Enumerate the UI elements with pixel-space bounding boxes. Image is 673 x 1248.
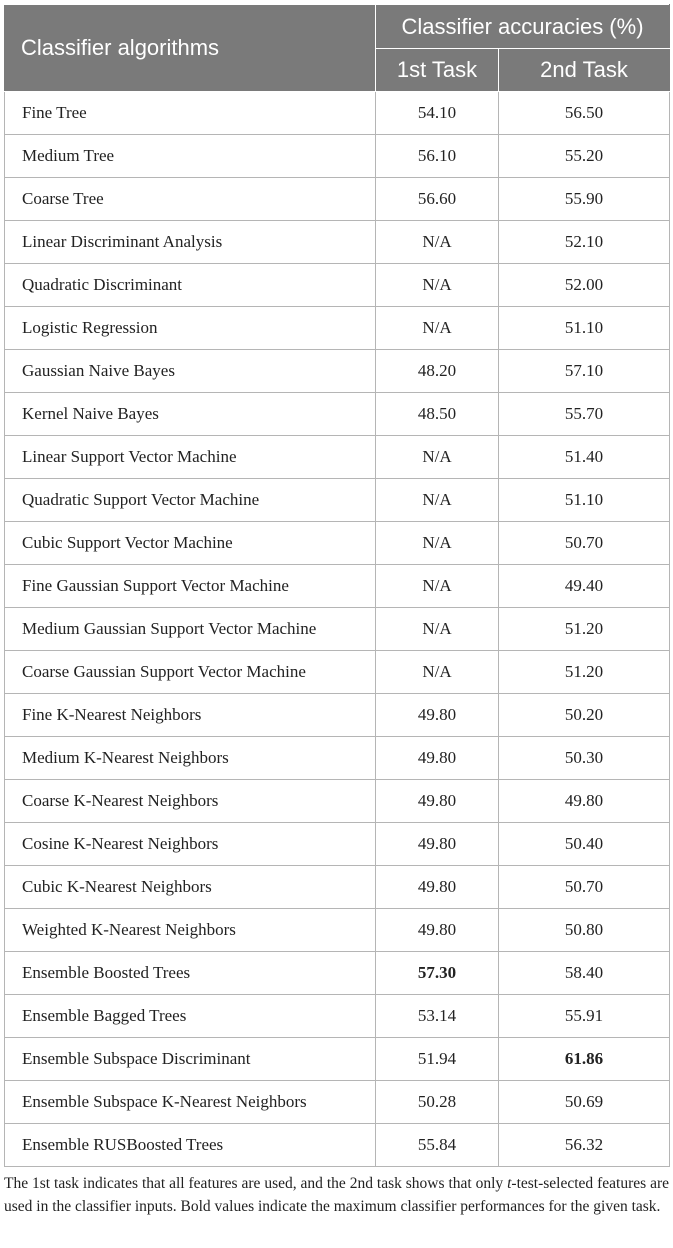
task1-accuracy-cell: N/A: [376, 522, 499, 565]
classifier-name-cell: Gaussian Naive Bayes: [5, 350, 376, 393]
task2-accuracy-cell: 50.80: [499, 909, 670, 952]
task1-accuracy-cell: 50.28: [376, 1081, 499, 1124]
task1-accuracy-cell: N/A: [376, 264, 499, 307]
task1-accuracy-cell: 56.60: [376, 178, 499, 221]
table-body: [5, 92, 670, 1167]
task2-accuracy-cell: 50.20: [499, 694, 670, 737]
classifier-name-cell: Quadratic Discriminant: [5, 264, 376, 307]
table-row: [5, 866, 670, 909]
classifier-name-cell: Weighted K-Nearest Neighbors: [5, 909, 376, 952]
classifier-accuracy-table: [4, 4, 670, 1167]
table-row: [5, 737, 670, 780]
header-task2: 2nd Task: [499, 49, 670, 92]
task2-accuracy-cell: 52.00: [499, 264, 670, 307]
task2-accuracy-cell: 49.80: [499, 780, 670, 823]
task2-accuracy-cell: 51.20: [499, 651, 670, 694]
classifier-name-cell: Coarse Gaussian Support Vector Machine: [5, 651, 376, 694]
task1-accuracy-cell: 51.94: [376, 1038, 499, 1081]
task2-accuracy-cell: 50.70: [499, 866, 670, 909]
table-row: [5, 178, 670, 221]
classifier-name-cell: Cubic Support Vector Machine: [5, 522, 376, 565]
task1-accuracy-cell: 49.80: [376, 694, 499, 737]
task1-accuracy-cell: N/A: [376, 307, 499, 350]
task2-accuracy-cell: 55.90: [499, 178, 670, 221]
classifier-name-cell: Ensemble Bagged Trees: [5, 995, 376, 1038]
task1-accuracy-cell: 49.80: [376, 909, 499, 952]
task2-accuracy-cell: 51.10: [499, 307, 670, 350]
task1-accuracy-cell: 56.10: [376, 135, 499, 178]
task1-accuracy-cell: N/A: [376, 436, 499, 479]
table-row: [5, 436, 670, 479]
task2-accuracy-cell: 50.30: [499, 737, 670, 780]
header-classifier-accuracies: Classifier accuracies (%): [376, 5, 670, 49]
task2-accuracy-cell: 51.10: [499, 479, 670, 522]
table-row: [5, 221, 670, 264]
classifier-name-cell: Quadratic Support Vector Machine: [5, 479, 376, 522]
classifier-name-cell: Medium K-Nearest Neighbors: [5, 737, 376, 780]
task1-accuracy-cell: 49.80: [376, 866, 499, 909]
classifier-name-cell: Ensemble Boosted Trees: [5, 952, 376, 995]
task2-accuracy-cell: 49.40: [499, 565, 670, 608]
classifier-name-cell: Medium Gaussian Support Vector Machine: [5, 608, 376, 651]
table-header-row: [5, 5, 670, 49]
task1-accuracy-cell: N/A: [376, 221, 499, 264]
task2-accuracy-cell: 51.20: [499, 608, 670, 651]
task1-accuracy-cell: 49.80: [376, 737, 499, 780]
task2-accuracy-cell: 58.40: [499, 952, 670, 995]
classifier-name-cell: Fine K-Nearest Neighbors: [5, 694, 376, 737]
task2-accuracy-cell: 50.70: [499, 522, 670, 565]
table-row: [5, 608, 670, 651]
classifier-name-cell: Kernel Naive Bayes: [5, 393, 376, 436]
classifier-name-cell: Cosine K-Nearest Neighbors: [5, 823, 376, 866]
task2-accuracy-cell: 61.86: [499, 1038, 670, 1081]
classifier-name-cell: Cubic K-Nearest Neighbors: [5, 866, 376, 909]
table-row: [5, 565, 670, 608]
task2-accuracy-cell: 55.20: [499, 135, 670, 178]
table-footnote: [4, 1172, 669, 1218]
table-row: [5, 350, 670, 393]
classifier-name-cell: Linear Support Vector Machine: [5, 436, 376, 479]
task1-accuracy-cell: N/A: [376, 651, 499, 694]
classifier-name-cell: Fine Tree: [5, 92, 376, 135]
table-row: [5, 823, 670, 866]
table-row: [5, 307, 670, 350]
classifier-name-cell: Coarse K-Nearest Neighbors: [5, 780, 376, 823]
table-row: [5, 92, 670, 135]
footnote-text-2: -test-selected features are used in the classifier inputs. Bold values indicate the maximum classifier performances for the given task.: [4, 1175, 670, 1215]
table-row: [5, 1038, 670, 1081]
classifier-name-cell: Ensemble Subspace K-Nearest Neighbors: [5, 1081, 376, 1124]
task1-accuracy-cell: 48.20: [376, 350, 499, 393]
classifier-name-cell: Coarse Tree: [5, 178, 376, 221]
task1-accuracy-cell: 54.10: [376, 92, 499, 135]
task2-accuracy-cell: 50.69: [499, 1081, 670, 1124]
table-row: [5, 135, 670, 178]
task2-accuracy-cell: 57.10: [499, 350, 670, 393]
task2-accuracy-cell: 56.50: [499, 92, 670, 135]
table-row: [5, 780, 670, 823]
header-classifier-algorithms: Classifier algorithms: [5, 5, 376, 92]
header-task1: 1st Task: [376, 49, 499, 92]
task1-accuracy-cell: N/A: [376, 608, 499, 651]
task1-accuracy-cell: 48.50: [376, 393, 499, 436]
task2-accuracy-cell: 55.91: [499, 995, 670, 1038]
task1-accuracy-cell: 49.80: [376, 823, 499, 866]
results-table-container: [4, 4, 669, 1167]
task2-accuracy-cell: 50.40: [499, 823, 670, 866]
task1-accuracy-cell: 53.14: [376, 995, 499, 1038]
table-row: [5, 522, 670, 565]
classifier-name-cell: Medium Tree: [5, 135, 376, 178]
table-row: [5, 1081, 670, 1124]
table-row: [5, 909, 670, 952]
task1-accuracy-cell: 49.80: [376, 780, 499, 823]
table-row: [5, 952, 670, 995]
table-row: [5, 694, 670, 737]
classifier-name-cell: Linear Discriminant Analysis: [5, 221, 376, 264]
task1-accuracy-cell: N/A: [376, 565, 499, 608]
table-row: [5, 393, 670, 436]
footnote-t-italic: t: [507, 1175, 512, 1192]
task1-accuracy-cell: 57.30: [376, 952, 499, 995]
classifier-name-cell: Ensemble RUSBoosted Trees: [5, 1124, 376, 1167]
table-row: [5, 995, 670, 1038]
table-row: [5, 264, 670, 307]
classifier-name-cell: Ensemble Subspace Discriminant: [5, 1038, 376, 1081]
classifier-name-cell: Logistic Regression: [5, 307, 376, 350]
task2-accuracy-cell: 51.40: [499, 436, 670, 479]
table-row: [5, 651, 670, 694]
table-row: [5, 1124, 670, 1167]
task2-accuracy-cell: 55.70: [499, 393, 670, 436]
table-row: [5, 479, 670, 522]
task2-accuracy-cell: 52.10: [499, 221, 670, 264]
task1-accuracy-cell: 55.84: [376, 1124, 499, 1167]
task1-accuracy-cell: N/A: [376, 479, 499, 522]
classifier-name-cell: Fine Gaussian Support Vector Machine: [5, 565, 376, 608]
task2-accuracy-cell: 56.32: [499, 1124, 670, 1167]
footnote-text-1: The 1st task indicates that all features are used, and the 2nd task shows that only: [4, 1175, 508, 1192]
